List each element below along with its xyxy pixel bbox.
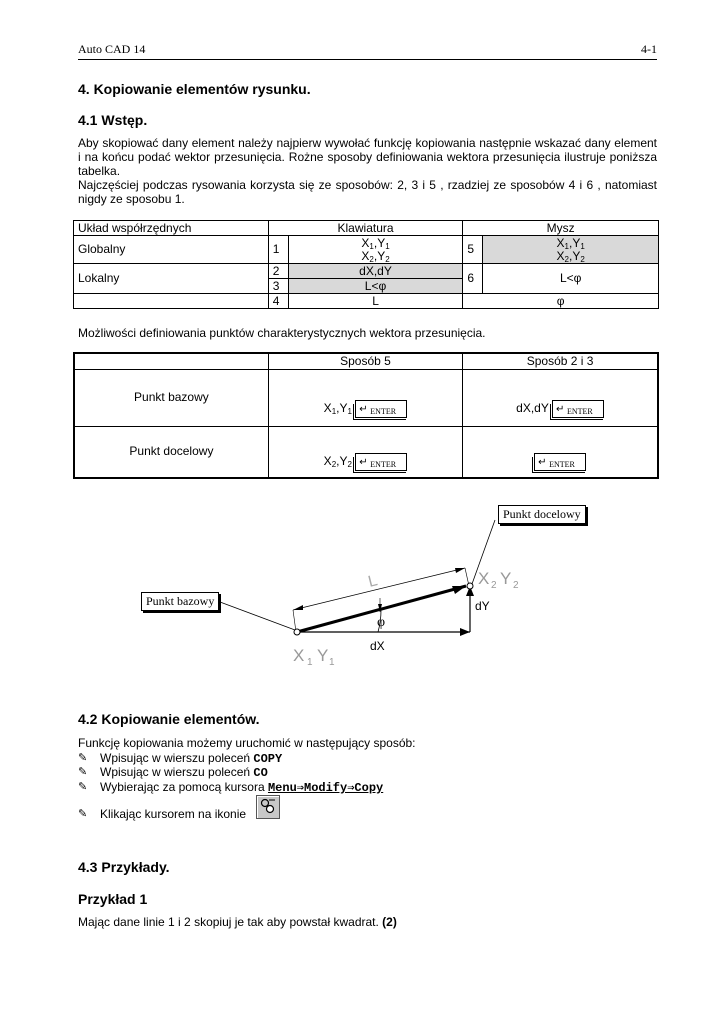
target-point-mouse: $X_2,Y_2$ ↵ ENTER [268, 426, 462, 478]
method-1: 1 [268, 236, 288, 264]
svg-text:X: X [478, 569, 490, 588]
enter-key: ↵ ENTER [552, 400, 604, 418]
base-point-mouse: $X_1,Y_1$ ↵ ENTER [268, 369, 462, 426]
x1y1-label [293, 646, 335, 668]
section-4-3-title: 4.3 Przykłady. [78, 859, 170, 875]
dx-label: dX [370, 639, 385, 653]
copy-intro: Funkcję kopiowania możemy uruchomić w następujący sposób: [78, 736, 416, 750]
intro-paragraph: Aby skopiować dany element należy najpierw wywołać funkcję kopiowania następnie wskazać dany element i na końcu podać wektor przesunięcia. Rożne sposoby definiowania wektora przesunięcia ilustruje poniższa tabelka. [78, 136, 657, 178]
points-definition-table [73, 352, 659, 479]
copy-methods-list: ✎ Wpisując w wierszu poleceń COPY ✎ Wpisując w wierszu poleceń CO ✎ Wybierając za pomocą kursora Menu⇒Modify⇒Copy ✎ Klikając kursorem na ikonie [78, 751, 384, 821]
page-number: 4-1 [641, 42, 657, 56]
row-local: Lokalny [74, 264, 269, 294]
x2y2-label [478, 569, 519, 591]
empty-header [74, 353, 268, 369]
table2-caption: Możliwości definiowania punktów charakterystycznych wektora przesunięcia. [78, 326, 486, 340]
row-target-point: Punkt docelowy [74, 426, 268, 478]
l-dimension-line [293, 568, 465, 610]
method-2: 2 [268, 264, 288, 279]
svg-text:2: 2 [491, 580, 497, 591]
header-mouse: Mysz [463, 221, 659, 236]
section-4-2-title: 4.2 Kopiowanie elementów. [78, 711, 260, 727]
svg-text:Y: Y [500, 569, 512, 588]
vector-methods-table [73, 220, 659, 309]
global-keyboard-coords: $X_1,Y_1$ $X_2,Y_2$ [288, 236, 463, 264]
pencil-icon: ✎ [78, 766, 88, 778]
pencil-icon: ✎ [78, 781, 88, 793]
keyboard-l: L [288, 294, 463, 309]
method-6: 6 [463, 264, 483, 294]
method-5: 5 [463, 236, 483, 264]
svg-text:Y: Y [317, 646, 329, 665]
phi-label: φ [377, 615, 386, 630]
mouse-phi: φ [463, 294, 659, 309]
svg-text:X: X [293, 646, 305, 665]
header-title: Auto CAD 14 [78, 42, 146, 56]
base-point-keyboard: dX,dY ↵ ENTER [463, 369, 658, 426]
method-4: 4 [268, 294, 288, 309]
target-point-callout: Punkt docelowy [498, 505, 586, 524]
empty-cell [74, 294, 269, 309]
example-1-text: Mając dane linie 1 i 2 skopiuj je tak aby powstał kwadrat. (2) [78, 915, 397, 929]
svg-text:1: 1 [329, 657, 335, 668]
base-point-callout: Punkt bazowy [141, 592, 219, 611]
local-l-phi: L<φ [288, 279, 463, 294]
header-method-5: Sposób 5 [268, 353, 462, 369]
section-4-1-title: 4.1 Wstęp. [78, 112, 148, 128]
pencil-icon: ✎ [78, 808, 88, 820]
page-header [78, 42, 657, 60]
section-4-title: 4. Kopiowanie elementów rysunku. [78, 81, 311, 97]
enter-key: ↵ ENTER [534, 453, 586, 471]
example-points: (2) [382, 915, 397, 929]
svg-text:2: 2 [513, 580, 519, 591]
global-mouse-coords: $X_1,Y_1$ $X_2,Y_2$ [483, 236, 659, 264]
pencil-icon: ✎ [78, 752, 88, 764]
l-label: L [366, 572, 380, 591]
usage-paragraph: Najczęściej podczas rysowania korzysta się ze sposobów: 2, 3 i 5 , rzadziej ze sposobów 4 i 6 , natomiast nigdy ze sposobu 1. [78, 178, 657, 206]
row-global: Globalny [74, 236, 269, 264]
enter-key: ↵ ENTER [355, 400, 407, 418]
header-keyboard: Klawiatura [268, 221, 463, 236]
mouse-l-phi: L<φ [483, 264, 659, 294]
svg-text:1: 1 [307, 657, 313, 668]
row-base-point: Punkt bazowy [74, 369, 268, 426]
dy-label: dY [475, 599, 490, 613]
header-method-2-3: Sposób 2 i 3 [463, 353, 658, 369]
displacement-vector-diagram [130, 498, 610, 678]
enter-key: ↵ ENTER [355, 453, 407, 471]
target-point-keyboard [463, 426, 658, 478]
example-1-title: Przykład 1 [78, 891, 148, 907]
header-coordinate-system: Układ współrzędnych [74, 221, 269, 236]
local-dxdy: dX,dY [288, 264, 463, 279]
method-3: 3 [268, 279, 288, 294]
copy-toolbar-icon[interactable] [256, 795, 280, 819]
